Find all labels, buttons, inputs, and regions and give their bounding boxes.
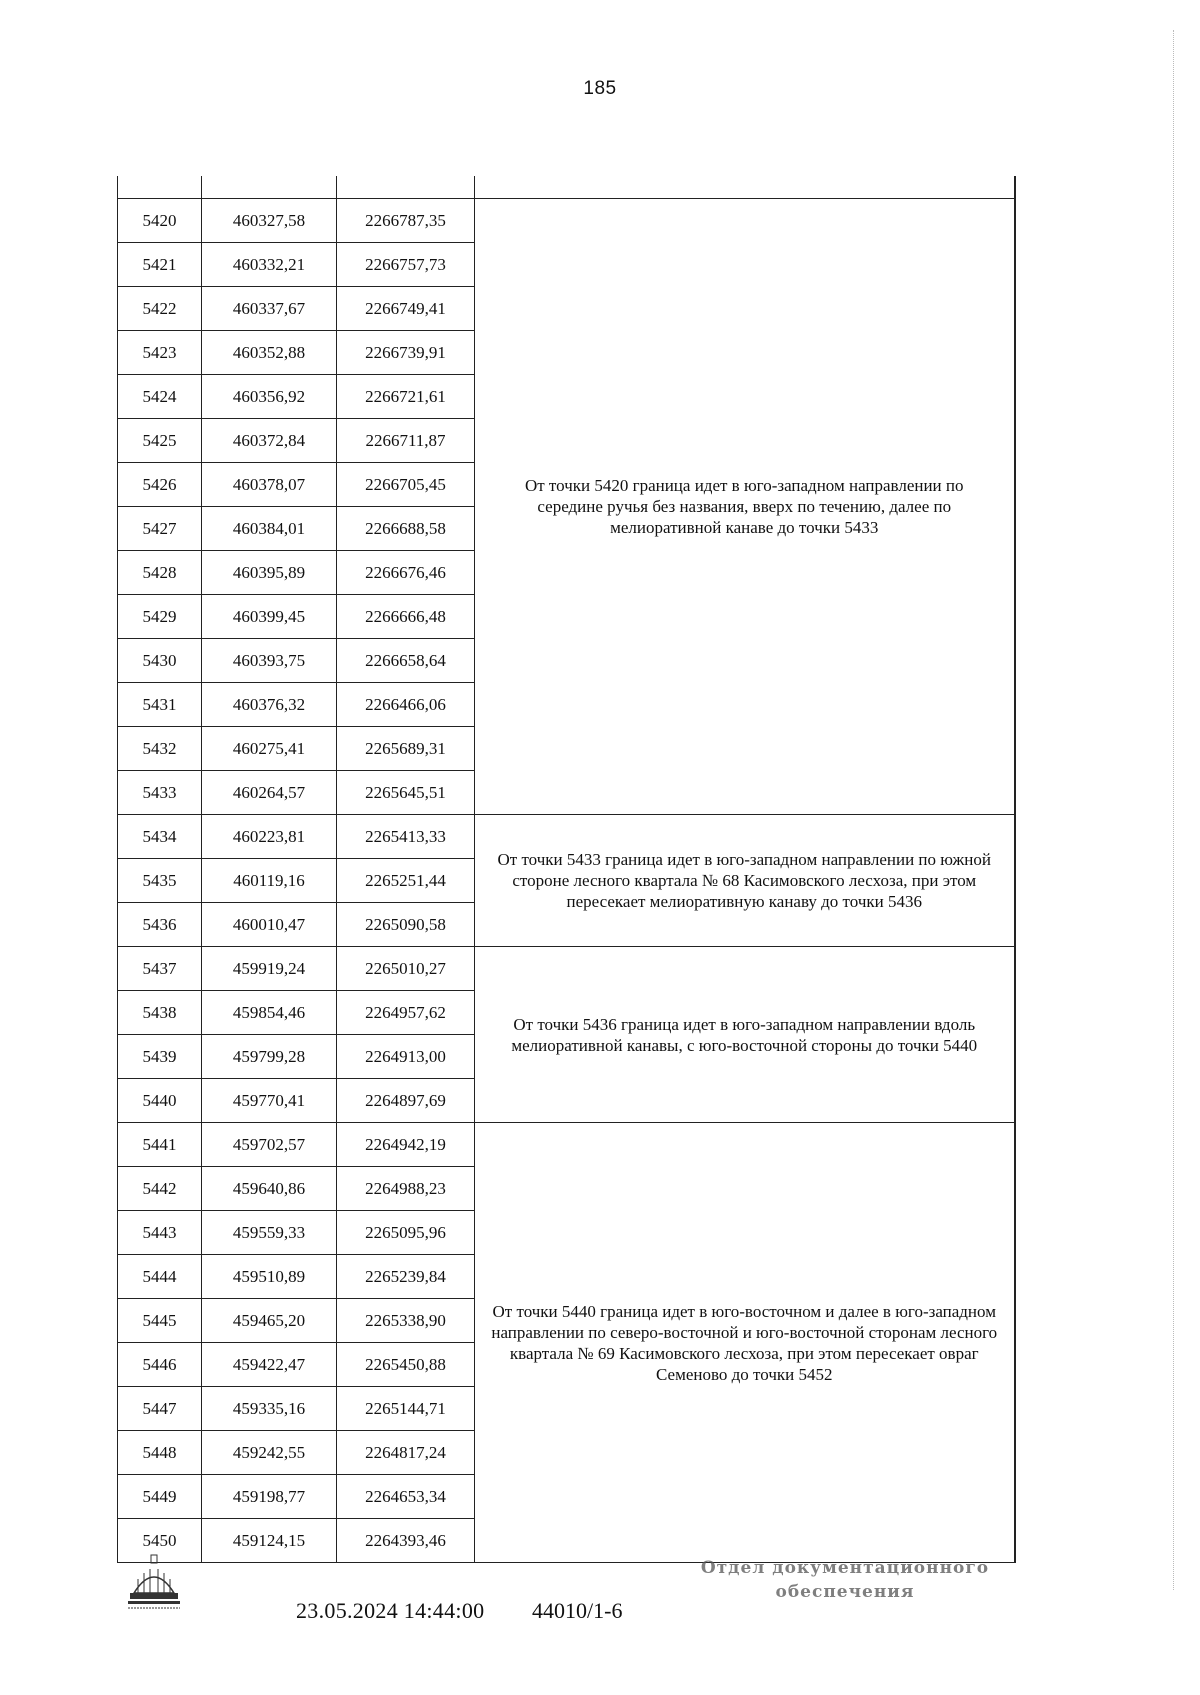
table-row bbox=[118, 1123, 1015, 1167]
x-coordinate-cell: 460372,84 bbox=[202, 419, 337, 463]
point-number-cell: 5432 bbox=[118, 727, 202, 771]
x-coordinate-cell: 459854,46 bbox=[202, 991, 337, 1035]
x-coordinate-cell: 460332,21 bbox=[202, 243, 337, 287]
x-coordinate-cell: 459559,33 bbox=[202, 1211, 337, 1255]
point-number-cell: 5423 bbox=[118, 331, 202, 375]
x-coordinate-cell: 460393,75 bbox=[202, 639, 337, 683]
x-coordinate-cell: 460384,01 bbox=[202, 507, 337, 551]
table-row bbox=[118, 815, 1015, 859]
y-coordinate-cell: 2265689,31 bbox=[337, 727, 475, 771]
point-number-cell: 5438 bbox=[118, 991, 202, 1035]
point-number-cell: 5441 bbox=[118, 1123, 202, 1167]
x-coordinate-cell: 459422,47 bbox=[202, 1343, 337, 1387]
y-coordinate-cell: 2266705,45 bbox=[337, 463, 475, 507]
x-coordinate-cell: 460223,81 bbox=[202, 815, 337, 859]
point-number-cell: 5444 bbox=[118, 1255, 202, 1299]
point-number-cell: 5422 bbox=[118, 287, 202, 331]
point-number-cell: 5445 bbox=[118, 1299, 202, 1343]
point-number-cell: 5433 bbox=[118, 771, 202, 815]
x-coordinate-cell: 460264,57 bbox=[202, 771, 337, 815]
y-coordinate-cell: 2266721,61 bbox=[337, 375, 475, 419]
x-coordinate-cell: 460119,16 bbox=[202, 859, 337, 903]
x-coordinate-cell: 459198,77 bbox=[202, 1475, 337, 1519]
point-number-cell: 5449 bbox=[118, 1475, 202, 1519]
point-number-cell: 5434 bbox=[118, 815, 202, 859]
y-coordinate-cell: 2265413,33 bbox=[337, 815, 475, 859]
point-number-cell: 5429 bbox=[118, 595, 202, 639]
point-number-cell: 5440 bbox=[118, 1079, 202, 1123]
point-number-cell: 5443 bbox=[118, 1211, 202, 1255]
x-coordinate-cell: 459799,28 bbox=[202, 1035, 337, 1079]
table-row bbox=[118, 199, 1015, 243]
point-number-cell: 5425 bbox=[118, 419, 202, 463]
y-coordinate-cell: 2266658,64 bbox=[337, 639, 475, 683]
y-coordinate-cell: 2264942,19 bbox=[337, 1123, 475, 1167]
table-row bbox=[118, 947, 1015, 991]
y-coordinate-cell: 2265645,51 bbox=[337, 771, 475, 815]
y-coordinate-cell: 2266787,35 bbox=[337, 199, 475, 243]
x-coordinate-cell: 459465,20 bbox=[202, 1299, 337, 1343]
x-coordinate-cell: 460395,89 bbox=[202, 551, 337, 595]
x-coordinate-cell: 460378,07 bbox=[202, 463, 337, 507]
x-coordinate-cell: 459640,86 bbox=[202, 1167, 337, 1211]
point-number-cell: 5428 bbox=[118, 551, 202, 595]
point-number-cell: 5435 bbox=[118, 859, 202, 903]
table-top-stub-row bbox=[118, 176, 1015, 199]
x-coordinate-cell: 459510,89 bbox=[202, 1255, 337, 1299]
x-coordinate-cell: 459919,24 bbox=[202, 947, 337, 991]
page-number: 185 bbox=[583, 78, 617, 99]
point-number-cell: 5448 bbox=[118, 1431, 202, 1475]
y-coordinate-cell: 2266757,73 bbox=[337, 243, 475, 287]
boundary-description-cell: От точки 5420 граница идет в юго-западном направлении по середине ручья без названия, вверх по течению, далее по мелиоративной канаве до точки 5433 bbox=[475, 199, 1015, 815]
y-coordinate-cell: 2264988,23 bbox=[337, 1167, 475, 1211]
point-number-cell: 5424 bbox=[118, 375, 202, 419]
x-coordinate-cell: 460010,47 bbox=[202, 903, 337, 947]
footer-document-code: 44010/1-6 bbox=[532, 1598, 623, 1623]
stamp-line-2: обеспечения bbox=[775, 1582, 915, 1602]
emblem-logo bbox=[124, 1553, 184, 1613]
point-number-cell: 5427 bbox=[118, 507, 202, 551]
boundary-description-cell: От точки 5433 граница идет в юго-западном направлении по южной стороне лесного квартала № 68 Касимовского лесхоза, при этом пересекает мелиоративную канаву до точки 5436 bbox=[475, 815, 1015, 947]
x-coordinate-cell: 460327,58 bbox=[202, 199, 337, 243]
point-number-cell: 5421 bbox=[118, 243, 202, 287]
y-coordinate-cell: 2266749,41 bbox=[337, 287, 475, 331]
point-number-cell: 5430 bbox=[118, 639, 202, 683]
y-coordinate-cell: 2265010,27 bbox=[337, 947, 475, 991]
footer-datetime: 23.05.2024 14:44:00 bbox=[296, 1598, 485, 1623]
x-coordinate-cell: 460376,32 bbox=[202, 683, 337, 727]
y-coordinate-cell: 2266711,87 bbox=[337, 419, 475, 463]
x-coordinate-cell: 460275,41 bbox=[202, 727, 337, 771]
stamp-line-1: Отдел документационного bbox=[700, 1558, 990, 1578]
x-coordinate-cell: 459124,15 bbox=[202, 1519, 337, 1563]
y-coordinate-cell: 2264913,00 bbox=[337, 1035, 475, 1079]
point-number-cell: 5420 bbox=[118, 199, 202, 243]
point-number-cell: 5439 bbox=[118, 1035, 202, 1079]
x-coordinate-cell: 460356,92 bbox=[202, 375, 337, 419]
y-coordinate-cell: 2265251,44 bbox=[337, 859, 475, 903]
x-coordinate-cell: 459335,16 bbox=[202, 1387, 337, 1431]
y-coordinate-cell: 2266688,58 bbox=[337, 507, 475, 551]
point-number-cell: 5431 bbox=[118, 683, 202, 727]
coordinates-table bbox=[117, 176, 1016, 1563]
x-coordinate-cell: 460399,45 bbox=[202, 595, 337, 639]
x-coordinate-cell: 459770,41 bbox=[202, 1079, 337, 1123]
department-stamp bbox=[680, 1556, 1010, 1604]
boundary-description-cell: От точки 5440 граница идет в юго-восточном и далее в юго-западном направлении по северо-восточной и юго-восточной сторонам лесного квартала № 69 Касимовского лесхоза, при этом пересекает овраг Семеново до точки 5452 bbox=[475, 1123, 1015, 1563]
x-coordinate-cell: 460352,88 bbox=[202, 331, 337, 375]
y-coordinate-cell: 2264393,46 bbox=[337, 1519, 475, 1563]
y-coordinate-cell: 2266666,48 bbox=[337, 595, 475, 639]
scan-edge-marks bbox=[1173, 30, 1192, 1590]
y-coordinate-cell: 2266466,06 bbox=[337, 683, 475, 727]
y-coordinate-cell: 2264897,69 bbox=[337, 1079, 475, 1123]
point-number-cell: 5442 bbox=[118, 1167, 202, 1211]
point-number-cell: 5426 bbox=[118, 463, 202, 507]
x-coordinate-cell: 460337,67 bbox=[202, 287, 337, 331]
y-coordinate-cell: 2266676,46 bbox=[337, 551, 475, 595]
y-coordinate-cell: 2265450,88 bbox=[337, 1343, 475, 1387]
coordinates-table-wrapper bbox=[117, 176, 1014, 1563]
y-coordinate-cell: 2265090,58 bbox=[337, 903, 475, 947]
y-coordinate-cell: 2265144,71 bbox=[337, 1387, 475, 1431]
y-coordinate-cell: 2265095,96 bbox=[337, 1211, 475, 1255]
x-coordinate-cell: 459702,57 bbox=[202, 1123, 337, 1167]
boundary-description-cell: От точки 5436 граница идет в юго-западном направлении вдоль мелиоративной канавы, с юго-восточной стороны до точки 5440 bbox=[475, 947, 1015, 1123]
y-coordinate-cell: 2266739,91 bbox=[337, 331, 475, 375]
point-number-cell: 5436 bbox=[118, 903, 202, 947]
x-coordinate-cell: 459242,55 bbox=[202, 1431, 337, 1475]
point-number-cell: 5450 bbox=[118, 1519, 202, 1563]
point-number-cell: 5447 bbox=[118, 1387, 202, 1431]
point-number-cell: 5437 bbox=[118, 947, 202, 991]
y-coordinate-cell: 2265239,84 bbox=[337, 1255, 475, 1299]
point-number-cell: 5446 bbox=[118, 1343, 202, 1387]
y-coordinate-cell: 2264957,62 bbox=[337, 991, 475, 1035]
y-coordinate-cell: 2264653,34 bbox=[337, 1475, 475, 1519]
y-coordinate-cell: 2264817,24 bbox=[337, 1431, 475, 1475]
y-coordinate-cell: 2265338,90 bbox=[337, 1299, 475, 1343]
